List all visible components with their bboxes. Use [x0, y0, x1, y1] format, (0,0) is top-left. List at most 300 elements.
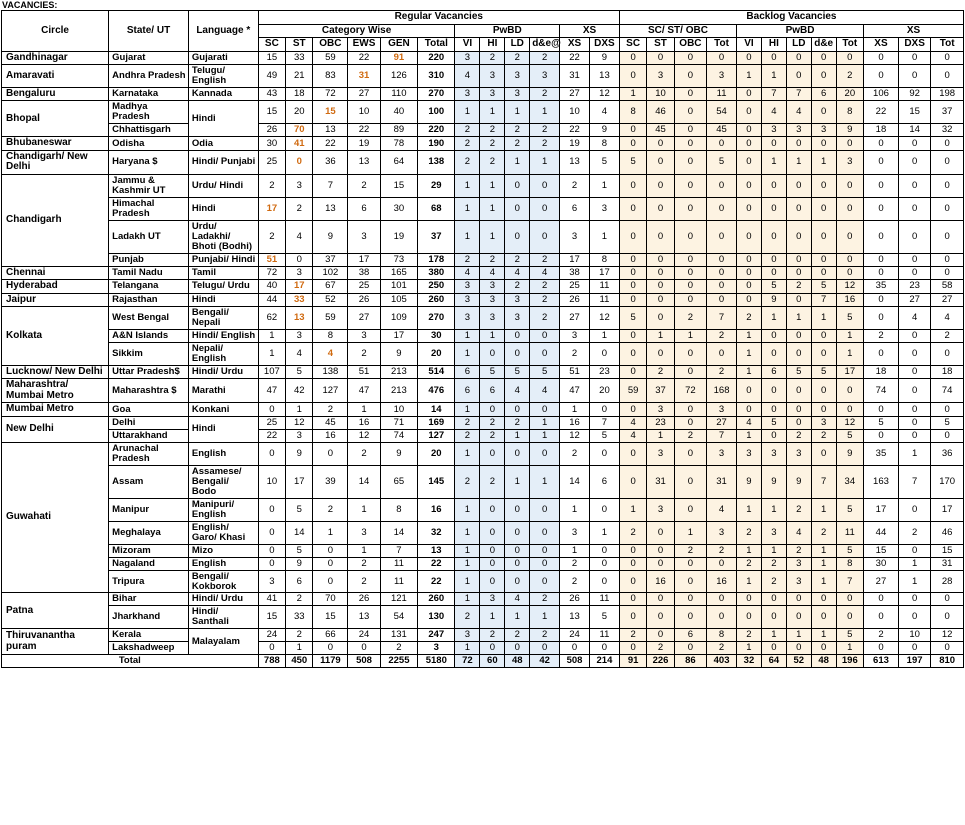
- cell-value: 9: [286, 557, 313, 570]
- total-cell: 2255: [380, 655, 417, 668]
- cell-value: 0: [761, 174, 786, 197]
- cell-state: Manipur: [109, 498, 189, 521]
- cell-value: 0: [647, 343, 674, 366]
- cell-value: 3: [286, 266, 313, 280]
- cell-value: 16: [647, 570, 674, 593]
- cell-value: 47: [258, 379, 285, 403]
- cell-value: 1: [786, 629, 811, 642]
- table-row: [2, 593, 964, 606]
- cell-value: 5: [505, 365, 530, 379]
- cell-value: 12: [589, 87, 619, 101]
- cell-value: 2: [560, 570, 590, 593]
- cell-value: 13: [286, 307, 313, 330]
- total-cell: 508: [348, 655, 380, 668]
- cell-value: 0: [737, 606, 762, 629]
- cell-value: 14: [380, 521, 417, 544]
- cell-circle: Maharashtra/ Mumbai Metro: [2, 379, 109, 403]
- vacancies-table: [1, 10, 964, 668]
- cell-value: 0: [619, 642, 646, 655]
- cell-value: 138: [313, 365, 348, 379]
- cell-value: 0: [737, 51, 762, 65]
- cell-value: 0: [530, 521, 560, 544]
- cell-value: 0: [707, 174, 737, 197]
- table-row: [2, 429, 964, 442]
- cell-language: English/ Garo/ Khasi: [188, 521, 258, 544]
- cell-language: Konkani: [188, 403, 258, 417]
- cell-value: 1: [836, 330, 863, 343]
- cell-value: 3: [455, 629, 480, 642]
- cell-value: 0: [505, 498, 530, 521]
- cell-value: 1: [505, 465, 530, 498]
- cell-value: 20: [589, 379, 619, 403]
- cell-value: 9: [313, 220, 348, 253]
- cell-value: 3: [761, 521, 786, 544]
- cell-value: 0: [674, 87, 706, 101]
- cell-circle: Chandigarh: [2, 174, 109, 266]
- cell-value: 1: [455, 544, 480, 557]
- cell-language: Manipuri/ English: [188, 498, 258, 521]
- cell-value: 0: [674, 557, 706, 570]
- cell-state: Chhattisgarh: [109, 124, 189, 137]
- cell-value: 3: [348, 330, 380, 343]
- cell-value: 2: [898, 521, 930, 544]
- total-cell: 1179: [313, 655, 348, 668]
- cell-value: 0: [931, 253, 964, 266]
- cell-value: 0: [286, 150, 313, 174]
- cell-value: 54: [707, 101, 737, 124]
- cell-value: 65: [380, 465, 417, 498]
- cell-value: 0: [898, 544, 930, 557]
- cell-value: 0: [619, 606, 646, 629]
- cell-language: Bengali/ Nepali: [188, 307, 258, 330]
- cell-value: 0: [674, 51, 706, 65]
- cell-value: 0: [811, 442, 836, 465]
- cell-value: 0: [647, 280, 674, 294]
- cell-value: 15: [258, 51, 285, 65]
- cell-state: Kerala: [109, 629, 189, 642]
- cell-value: 3: [455, 280, 480, 294]
- cell-value: 2: [380, 642, 417, 655]
- cell-value: 1: [737, 429, 762, 442]
- cell-value: 0: [761, 51, 786, 65]
- cell-value: 14: [560, 465, 590, 498]
- cell-value: 0: [530, 220, 560, 253]
- table-row: [2, 51, 964, 65]
- cell-value: 0: [811, 642, 836, 655]
- cell-value: 27: [931, 293, 964, 307]
- cell-value: 37: [931, 101, 964, 124]
- cell-value: 0: [931, 65, 964, 88]
- cell-value: 14: [286, 521, 313, 544]
- cell-value: 0: [674, 253, 706, 266]
- cell-value: 3: [505, 293, 530, 307]
- cell-value: 0: [898, 137, 930, 151]
- cell-value: 127: [418, 429, 455, 442]
- cell-value: 14: [348, 465, 380, 498]
- cell-value: 1: [737, 343, 762, 366]
- cell-value: 2: [348, 570, 380, 593]
- cell-value: 38: [560, 266, 590, 280]
- cell-value: 2: [530, 293, 560, 307]
- cell-value: 0: [864, 65, 899, 88]
- cell-value: 0: [589, 403, 619, 417]
- cell-value: 220: [418, 51, 455, 65]
- cell-value: 2: [530, 51, 560, 65]
- cell-value: 2: [530, 87, 560, 101]
- cell-value: 0: [864, 174, 899, 197]
- cell-value: 9: [737, 465, 762, 498]
- cell-value: 0: [898, 379, 930, 403]
- cell-value: 0: [811, 197, 836, 220]
- cell-value: 4: [455, 266, 480, 280]
- cell-value: 1: [480, 197, 505, 220]
- cell-value: 2: [348, 174, 380, 197]
- cell-value: 13: [313, 124, 348, 137]
- cell-value: 20: [286, 101, 313, 124]
- cell-value: 4: [619, 416, 646, 429]
- cell-value: 2: [286, 197, 313, 220]
- cell-value: 0: [786, 137, 811, 151]
- total-cell: 214: [589, 655, 619, 668]
- cell-value: 0: [737, 197, 762, 220]
- cell-value: 1: [258, 343, 285, 366]
- cell-value: 0: [864, 220, 899, 253]
- cell-value: 59: [313, 51, 348, 65]
- cell-value: 0: [864, 137, 899, 151]
- col-sc: SC: [619, 38, 646, 52]
- cell-value: 2: [505, 137, 530, 151]
- cell-value: 1: [505, 101, 530, 124]
- cell-value: 12: [836, 416, 863, 429]
- cell-value: 5: [480, 365, 505, 379]
- cell-value: 0: [674, 465, 706, 498]
- cell-value: 16: [707, 570, 737, 593]
- cell-value: 0: [864, 266, 899, 280]
- cell-value: 0: [898, 220, 930, 253]
- cell-state: Maharashtra $: [109, 379, 189, 403]
- cell-value: 2: [313, 403, 348, 417]
- cell-language: Kannada: [188, 87, 258, 101]
- cell-circle: Bhubaneswar: [2, 137, 109, 151]
- cell-value: 2: [737, 557, 762, 570]
- cell-value: 0: [647, 307, 674, 330]
- group-pwbd-regular: PwBD: [455, 24, 560, 38]
- cell-language: Telugu/ English: [188, 65, 258, 88]
- cell-value: 0: [707, 51, 737, 65]
- table-row: [2, 498, 964, 521]
- cell-value: 0: [786, 197, 811, 220]
- cell-value: 7: [811, 465, 836, 498]
- cell-value: 70: [286, 124, 313, 137]
- cell-value: 0: [737, 220, 762, 253]
- cell-value: 1: [455, 557, 480, 570]
- cell-value: 1: [589, 220, 619, 253]
- cell-value: 0: [480, 403, 505, 417]
- cell-state: Andhra Pradesh: [109, 65, 189, 88]
- table-row: [2, 65, 964, 88]
- cell-value: 0: [647, 51, 674, 65]
- cell-value: 3: [707, 442, 737, 465]
- cell-value: 3: [589, 197, 619, 220]
- cell-value: 0: [836, 253, 863, 266]
- cell-value: 24: [258, 629, 285, 642]
- cell-value: 2: [480, 629, 505, 642]
- cell-value: 1: [455, 330, 480, 343]
- cell-value: 1: [737, 498, 762, 521]
- cell-value: 24: [348, 629, 380, 642]
- cell-value: 0: [761, 253, 786, 266]
- total-cell: 196: [836, 655, 863, 668]
- cell-value: 0: [674, 174, 706, 197]
- cell-circle: Thiruvanantha puram: [2, 629, 109, 655]
- cell-value: 25: [258, 416, 285, 429]
- cell-value: 0: [619, 465, 646, 498]
- table-row: [2, 137, 964, 151]
- cell-language: Tamil: [188, 266, 258, 280]
- cell-value: 0: [647, 150, 674, 174]
- cell-value: 12: [560, 429, 590, 442]
- cell-value: 9: [380, 442, 417, 465]
- cell-state: Goa: [109, 403, 189, 417]
- cell-value: 0: [619, 330, 646, 343]
- cell-value: 127: [313, 379, 348, 403]
- cell-value: 17: [286, 280, 313, 294]
- cell-value: 4: [898, 307, 930, 330]
- cell-value: 0: [864, 429, 899, 442]
- col-gen: GEN: [380, 38, 417, 52]
- cell-value: 3: [707, 403, 737, 417]
- cell-value: 4: [737, 416, 762, 429]
- cell-value: 2: [348, 442, 380, 465]
- col-obc: OBC: [313, 38, 348, 52]
- cell-value: 38: [348, 266, 380, 280]
- cell-language: Urdu/ Hindi: [188, 174, 258, 197]
- cell-value: 0: [589, 343, 619, 366]
- cell-value: 6: [455, 379, 480, 403]
- cell-value: 0: [619, 343, 646, 366]
- cell-value: 0: [619, 365, 646, 379]
- cell-value: 3: [560, 521, 590, 544]
- cell-value: 0: [707, 137, 737, 151]
- cell-value: 37: [647, 379, 674, 403]
- cell-circle: New Delhi: [2, 416, 109, 442]
- cell-value: 0: [761, 137, 786, 151]
- cell-value: 0: [505, 197, 530, 220]
- cell-value: 1: [480, 101, 505, 124]
- cell-value: 8: [836, 557, 863, 570]
- cell-state: Sikkim: [109, 343, 189, 366]
- cell-value: 5: [836, 498, 863, 521]
- cell-value: 0: [836, 379, 863, 403]
- group-regular-vacancies: Regular Vacancies: [258, 11, 619, 25]
- cell-value: 0: [898, 174, 930, 197]
- cell-value: 0: [811, 174, 836, 197]
- cell-value: 26: [348, 593, 380, 606]
- cell-state: Tripura: [109, 570, 189, 593]
- cell-value: 3: [737, 442, 762, 465]
- cell-value: 1: [348, 403, 380, 417]
- col-vi: VI: [737, 38, 762, 52]
- cell-value: 0: [313, 442, 348, 465]
- table-row: [2, 606, 964, 629]
- cell-value: 0: [619, 593, 646, 606]
- cell-value: 3: [647, 403, 674, 417]
- table-row: [2, 220, 964, 253]
- cell-value: 0: [480, 343, 505, 366]
- cell-value: 0: [674, 137, 706, 151]
- cell-value: 0: [761, 403, 786, 417]
- cell-value: 0: [737, 593, 762, 606]
- cell-value: 4: [931, 307, 964, 330]
- cell-value: 11: [836, 521, 863, 544]
- cell-value: 0: [864, 197, 899, 220]
- cell-value: 45: [313, 416, 348, 429]
- cell-language: Hindi/ Urdu: [188, 365, 258, 379]
- cell-value: 2: [505, 280, 530, 294]
- cell-value: 32: [931, 124, 964, 137]
- cell-value: 0: [674, 101, 706, 124]
- cell-value: 0: [811, 65, 836, 88]
- table-row: [2, 174, 964, 197]
- cell-value: 0: [674, 280, 706, 294]
- table-row: [2, 150, 964, 174]
- cell-value: 4: [619, 429, 646, 442]
- cell-value: 1: [761, 65, 786, 88]
- cell-value: 6: [811, 87, 836, 101]
- cell-value: 1: [811, 150, 836, 174]
- cell-value: 3: [455, 87, 480, 101]
- cell-value: 0: [258, 557, 285, 570]
- cell-value: 0: [898, 403, 930, 417]
- cell-value: 0: [647, 606, 674, 629]
- table-row: [2, 266, 964, 280]
- cell-value: 0: [898, 150, 930, 174]
- cell-value: 0: [737, 137, 762, 151]
- cell-value: 13: [348, 150, 380, 174]
- cell-value: 0: [707, 557, 737, 570]
- cell-value: 39: [313, 465, 348, 498]
- cell-value: 5: [836, 429, 863, 442]
- cell-value: 170: [931, 465, 964, 498]
- cell-value: 1: [455, 197, 480, 220]
- cell-value: 0: [674, 150, 706, 174]
- cell-state: A&N Islands: [109, 330, 189, 343]
- cell-value: 18: [286, 87, 313, 101]
- cell-value: 3: [647, 65, 674, 88]
- table-row: [2, 280, 964, 294]
- col-tot: Tot: [836, 38, 863, 52]
- cell-value: 2: [530, 124, 560, 137]
- cell-value: 74: [931, 379, 964, 403]
- cell-value: 1: [560, 498, 590, 521]
- cell-value: 0: [786, 330, 811, 343]
- cell-value: 4: [286, 220, 313, 253]
- cell-value: 105: [380, 293, 417, 307]
- cell-value: 0: [836, 197, 863, 220]
- cell-value: 2: [761, 557, 786, 570]
- cell-value: 2: [647, 642, 674, 655]
- cell-value: 2: [811, 521, 836, 544]
- col-circle: Circle: [2, 11, 109, 52]
- cell-language: Hindi/ English: [188, 330, 258, 343]
- cell-value: 0: [836, 606, 863, 629]
- cell-value: 138: [418, 150, 455, 174]
- cell-value: 0: [864, 642, 899, 655]
- cell-value: 0: [786, 174, 811, 197]
- cell-value: 0: [898, 642, 930, 655]
- cell-language: Hindi/ Urdu: [188, 593, 258, 606]
- cell-value: 22: [418, 557, 455, 570]
- cell-value: 15: [258, 606, 285, 629]
- cell-value: 3: [286, 330, 313, 343]
- cell-value: 10: [258, 465, 285, 498]
- cell-value: 25: [258, 150, 285, 174]
- cell-value: 17: [286, 465, 313, 498]
- cell-value: 5: [864, 416, 899, 429]
- cell-value: 12: [589, 307, 619, 330]
- cell-value: 5: [286, 498, 313, 521]
- col-obc: OBC: [674, 38, 706, 52]
- cell-value: 0: [258, 498, 285, 521]
- cell-value: 20: [418, 442, 455, 465]
- cell-value: 25: [560, 280, 590, 294]
- cell-value: 198: [931, 87, 964, 101]
- cell-value: 5: [836, 629, 863, 642]
- cell-value: 0: [619, 253, 646, 266]
- cell-value: 4: [286, 343, 313, 366]
- cell-value: 0: [619, 137, 646, 151]
- cell-circle: Gandhinagar: [2, 51, 109, 65]
- cell-value: 10: [560, 101, 590, 124]
- cell-value: 8: [619, 101, 646, 124]
- cell-value: 0: [589, 570, 619, 593]
- col-d-e: d&e: [811, 38, 836, 52]
- cell-state: Telangana: [109, 280, 189, 294]
- cell-value: 0: [619, 65, 646, 88]
- cell-value: 0: [898, 266, 930, 280]
- cell-value: 0: [589, 557, 619, 570]
- table-row: [2, 442, 964, 465]
- cell-value: 35: [864, 442, 899, 465]
- cell-language: Telugu/ Urdu: [188, 280, 258, 294]
- cell-value: 0: [258, 521, 285, 544]
- cell-value: 0: [811, 137, 836, 151]
- cell-value: 1: [455, 498, 480, 521]
- cell-value: 1: [455, 442, 480, 465]
- cell-value: 3: [560, 330, 590, 343]
- cell-value: 3: [480, 307, 505, 330]
- cell-value: 0: [786, 606, 811, 629]
- cell-value: 8: [589, 253, 619, 266]
- cell-value: 1: [737, 330, 762, 343]
- cell-value: 0: [898, 498, 930, 521]
- cell-value: 0: [707, 220, 737, 253]
- cell-value: 0: [864, 253, 899, 266]
- cell-value: 0: [286, 253, 313, 266]
- cell-value: 30: [258, 137, 285, 151]
- cell-value: 33: [286, 293, 313, 307]
- cell-value: 0: [737, 379, 762, 403]
- cell-value: 0: [737, 174, 762, 197]
- cell-value: 12: [286, 416, 313, 429]
- cell-value: 0: [619, 197, 646, 220]
- cell-value: 0: [619, 220, 646, 253]
- cell-value: 9: [380, 343, 417, 366]
- cell-circle: Hyderabad: [2, 280, 109, 294]
- cell-value: 4: [530, 379, 560, 403]
- cell-value: 51: [348, 365, 380, 379]
- cell-value: 0: [811, 593, 836, 606]
